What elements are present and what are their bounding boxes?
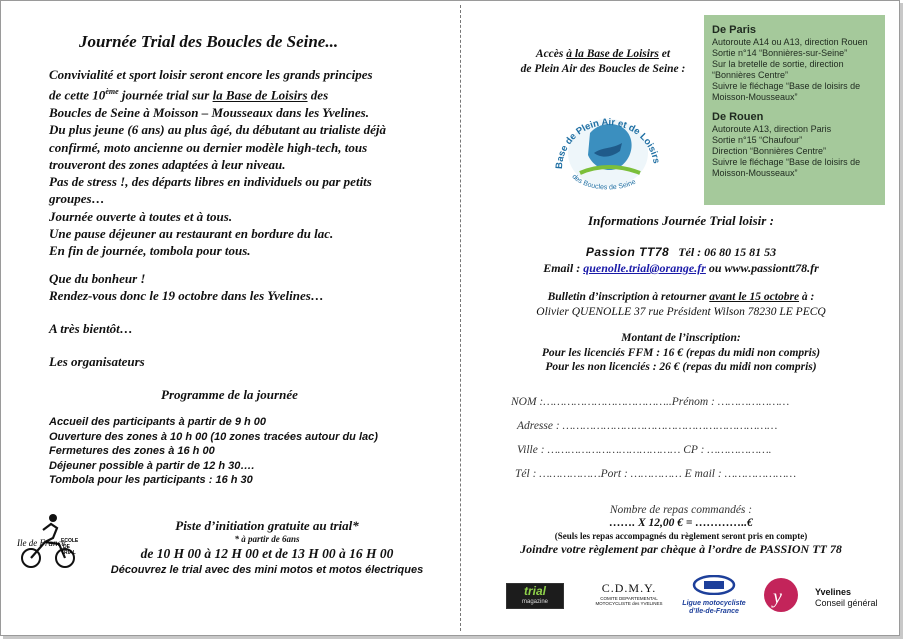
directions-box: De Paris Autoroute A14 ou A13, direction Rouen Sortie n°14 “Bonnières-sur-Seine” Sur la bretelle de sortie, direction “Bonnières Centre” Suivre le fléchage “Base de loisirs de Moisson-Mousseaux” De Rouen Autoroute A13, direction Paris Sortie n°15 “Chaufour” Direction “Bonnières Centre” Suivre le fléchage “Base de loisirs de Moisson-Mousseaux” bbox=[704, 15, 885, 205]
form-tel[interactable]: Tél : ………………Port : …………… E mail : ………………… bbox=[515, 468, 797, 480]
intro-line: Une pause déjeuner au restaurant en bordure du lac. bbox=[49, 226, 334, 241]
access-text: Accès à la Base de Loisirs et de Plein Air des Boucles de Seine : bbox=[520, 48, 686, 75]
intro-line: confirmé, moto ancienne ou dernier modèle high-tech, tous bbox=[49, 139, 368, 155]
address: Olivier QUENOLLE 37 rue Président Wilson 78230 LE PECQ bbox=[536, 306, 826, 318]
piste-times: de 10 H 00 à 12 H 00 et de 13 H 00 à 16 H 00 bbox=[140, 546, 394, 561]
piste-title: Piste d’initiation gratuite au trial* bbox=[175, 518, 359, 533]
ligue-idf-logo: Ligue motocycliste d’Ile-de-France bbox=[679, 575, 749, 616]
intro-line: En fin de journée, tombola pour tous. bbox=[49, 243, 251, 259]
intro-line: Journée ouverte à toutes et à tous. bbox=[49, 208, 233, 224]
svg-text:Base de Plein Air et de Loisir: Base de Plein Air et de Loisirs bbox=[553, 116, 662, 170]
montant-block: Montant de l’inscription: Pour les licenciés FFM : 16 € (repas du midi non compris) Pour les non licenciés : 26 € (repas du midi non compris) bbox=[541, 332, 821, 373]
ligue-emblem-icon bbox=[692, 575, 736, 595]
bulletin-block: Bulletin d’inscription à retourner avant le 15 octobre à : Olivier QUENOLLE 37 rue Président Wilson 78230 LE PECQ bbox=[471, 290, 891, 320]
info-title: Informations Journée Trial loisir : bbox=[588, 213, 774, 228]
piste-note: * à partir de 6ans bbox=[234, 534, 300, 544]
email-link[interactable]: quenolle.trial@orange.fr bbox=[583, 261, 706, 275]
svg-text:ECOLE: ECOLE bbox=[61, 538, 79, 544]
intro-line: de cette 10ème journée trial sur la Base de Loisirs des bbox=[49, 87, 329, 103]
base-de-loisirs-logo bbox=[550, 103, 665, 198]
program-item: Ouverture des zones à 10 h 00 (10 zones tracées autour du lac) bbox=[49, 430, 378, 443]
svg-text:des Boucles de Seine: des Boucles de Seine bbox=[570, 173, 637, 192]
svg-text:Ile de France: Ile de France bbox=[17, 538, 66, 548]
program-item: Déjeuner possible à partir de 12 h 30…. bbox=[49, 459, 255, 472]
rouen-title: De Rouen bbox=[712, 111, 764, 123]
repas-block: Nombre de repas commandés : ……. X 12,00 € = …………..€ (Seuls les repas accompagnés du règlement seront pris en compte) Joindre votre règlement par chèque à l’ordre de PASSION TT 78 bbox=[520, 504, 842, 556]
svg-text:TRIAL: TRIAL bbox=[61, 550, 76, 556]
ecole-de-trial-logo bbox=[15, 506, 85, 574]
closing-line: Que du bonheur ! bbox=[49, 270, 146, 286]
svg-text:DE: DE bbox=[63, 544, 70, 550]
program-list bbox=[49, 415, 449, 488]
phone: Tél : 06 80 15 81 53 bbox=[678, 245, 777, 259]
intro-line: trouveront des zones adaptées à leur niveau. bbox=[49, 156, 286, 172]
fold-divider bbox=[460, 5, 461, 631]
sponsor-logos bbox=[501, 575, 891, 615]
closing-line: Rendez-vous donc le 19 octobre dans les Yvelines… bbox=[49, 287, 324, 303]
intro-line: Convivialité et sport loisir seront encore les grands principes bbox=[49, 67, 373, 82]
paris-title: De Paris bbox=[712, 24, 757, 36]
cdmy-logo: C.D.M.Y. COMITE DEPARTEMENTAL MOTOCYCLISTE des YVELINES bbox=[595, 581, 663, 606]
program-item: Fermetures des zones à 16 h 00 bbox=[49, 445, 215, 457]
intro-line: groupes… bbox=[49, 191, 105, 207]
intro-line: Du plus jeune (6 ans) au plus âgé, du débutant au trialiste déjà bbox=[49, 122, 386, 138]
trial-magazine-logo: trial magazine bbox=[506, 583, 564, 609]
program-item: Accueil des participants à partir de 9 h 00 bbox=[49, 416, 267, 428]
closing-line: Les organisateurs bbox=[49, 354, 145, 370]
passion-logo-text: Passion TT78 bbox=[585, 245, 670, 259]
form-ville[interactable]: Ville : ………………………………… CP : ………………. bbox=[517, 444, 772, 456]
piste-section bbox=[97, 518, 437, 576]
program-item: Tombola pour les participants : 16 h 30 bbox=[49, 474, 253, 486]
program-title: Programme de la journée bbox=[161, 387, 298, 402]
intro-line: Pas de stress !, des départs libres en individuels ou par petits bbox=[49, 174, 372, 190]
intro-line: Boucles de Seine à Moisson – Mousseaux dans les Yvelines. bbox=[49, 104, 369, 120]
piste-desc: Découvrez le trial avec des mini motos et motos électriques bbox=[110, 564, 424, 576]
contact-block: Passion TT78 Tél : 06 80 15 81 53 Email : quenolle.trial@orange.fr ou www.passiontt78.fr bbox=[543, 245, 819, 275]
form-nom[interactable]: NOM :………………………………..Prénom : ………………… bbox=[511, 396, 790, 408]
form-adresse[interactable]: Adresse : ……………………………………………………… bbox=[517, 420, 778, 432]
closing-line: A très bientôt… bbox=[49, 321, 133, 337]
yvelines-emblem-icon bbox=[763, 577, 801, 613]
intro-text bbox=[49, 66, 449, 371]
svg-text:y: y bbox=[773, 586, 782, 608]
yvelines-logo: y Yvelines Conseil général bbox=[763, 577, 893, 613]
flyer-title: Journée Trial des Boucles de Seine... bbox=[79, 32, 339, 51]
